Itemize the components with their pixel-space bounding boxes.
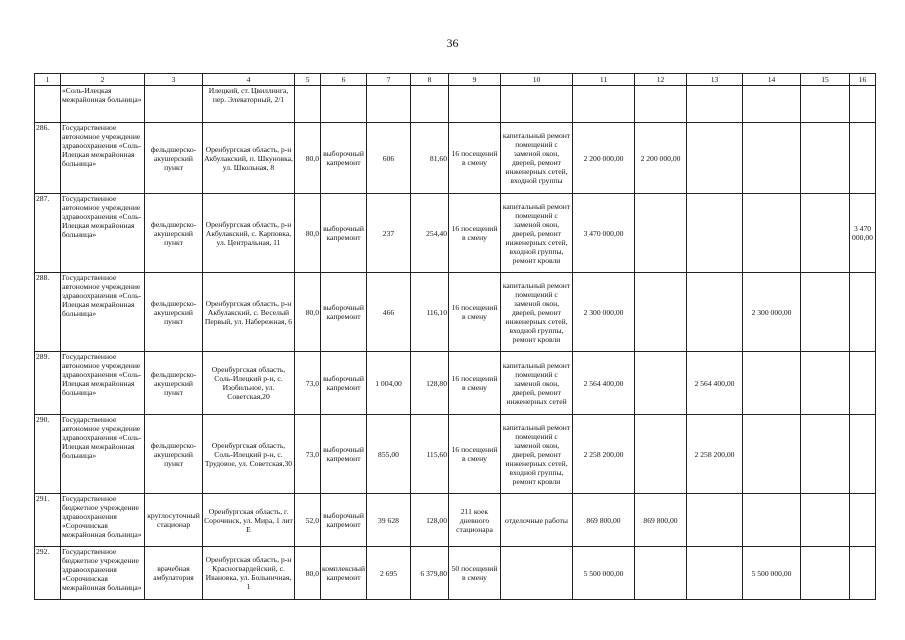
cell-capacity: 50 посещений в смену: [449, 547, 501, 600]
cell-empty: [367, 86, 411, 123]
cell-year-15: [801, 415, 850, 494]
cell-empty: [801, 86, 850, 123]
cell-type: фельдшерско-акушерский пункт: [145, 123, 203, 194]
cell-area: 128,80: [411, 352, 449, 415]
cell-works: капитальный ремонт помещений с заменой окон, дверей, ремонт инженерных сетей: [501, 352, 573, 415]
column-header: 7: [367, 74, 411, 86]
cell-year-16: 3 470 000,00: [850, 194, 876, 273]
cell-type: фельдшерско-акушерский пункт: [145, 273, 203, 352]
cell-repair-type: выборочный капремонт: [321, 123, 367, 194]
cell-population: 855,00: [367, 415, 411, 494]
cell-organization: Государственное бюджетное учреждение здравоохранения «Сорочинская межрайонная больница»: [61, 547, 145, 600]
cell-year-14: [743, 415, 801, 494]
cell-year-15: [801, 352, 850, 415]
cell-year-14: [743, 123, 801, 194]
cell-repair-type: выборочный капремонт: [321, 273, 367, 352]
column-number-row: [35, 74, 876, 86]
cell-works: капитальный ремонт помещений с заменой окон, дверей, ремонт инженерных сетей, входной группы: [501, 123, 573, 194]
cell-type: круглосуточный стационар: [145, 494, 203, 547]
column-header: 4: [203, 74, 295, 86]
cell-works: капитальный ремонт помещений с заменой окон, дверей, ремонт инженерных сетей, входной группы, ремонт кровли: [501, 273, 573, 352]
cell-year-12: [635, 415, 687, 494]
column-header: 8: [411, 74, 449, 86]
column-header: 15: [801, 74, 850, 86]
column-header: 6: [321, 74, 367, 86]
cell-year-15: [801, 194, 850, 273]
cell-year-13: [687, 547, 743, 600]
cell-empty: [850, 86, 876, 123]
page-number: 36: [446, 36, 459, 50]
cell-works: капитальный ремонт помещений с заменой окон, дверей, ремонт инженерных сетей, входной группы, ремонт кровли: [501, 415, 573, 494]
cell-organization: Государственное бюджетное учреждение здравоохранения «Сорочинская межрайонная больница»: [61, 494, 145, 547]
column-header: 12: [635, 74, 687, 86]
cell-population: 2 695: [367, 547, 411, 600]
column-header: 3: [145, 74, 203, 86]
cell-type: [145, 86, 203, 123]
cell-empty: [687, 86, 743, 123]
cell-wear: 80,0: [295, 273, 321, 352]
cell-year-15: [801, 547, 850, 600]
cell-wear: 80,0: [295, 123, 321, 194]
cell-number: 292.: [35, 547, 61, 600]
cell-capacity: 16 посещений в смену: [449, 273, 501, 352]
cell-address: Оренбургская область, Соль-Илецкий р-н, с. Трудовое, ул. Советская,30: [203, 415, 295, 494]
cell-wear: 52,0: [295, 494, 321, 547]
cell-repair-type: выборочный капремонт: [321, 352, 367, 415]
cell-year-15: [801, 273, 850, 352]
cell-year-16: [850, 415, 876, 494]
cell-address: Оренбургская область, р-н Красногвардейский, с. Ивановка, ул. Больничная, 1: [203, 547, 295, 600]
table-row: [35, 415, 876, 494]
cell-year-15: [801, 494, 850, 547]
table-row: [35, 494, 876, 547]
cell-works: капитальный ремонт помещений с заменой окон, дверей, ремонт инженерных сетей, входной группы, ремонт кровли: [501, 194, 573, 273]
cell-organization: Государственное автономное учреждение здравоохранения «Соль-Илецкая межрайонная больница»: [61, 352, 145, 415]
cell-year-12: [635, 352, 687, 415]
cell-year-14: [743, 194, 801, 273]
cell-address: Илецкий, ст. Цвиллинга, пер. Элеваторный, 2/1: [203, 86, 295, 123]
cell-total: 2 258 200,00: [573, 415, 635, 494]
cell-organization: Государственное автономное учреждение здравоохранения «Соль-Илецкая межрайонная больница»: [61, 415, 145, 494]
cell-area: 254,40: [411, 194, 449, 273]
cell-number: 287.: [35, 194, 61, 273]
cell-type: фельдшерско-акушерский пункт: [145, 415, 203, 494]
cell-year-13: [687, 123, 743, 194]
cell-organization: Государственное автономное учреждение здравоохранения «Соль-Илецкая межрайонная больница»: [61, 273, 145, 352]
cell-year-16: [850, 494, 876, 547]
cell-organization: Государственное автономное учреждение здравоохранения «Соль-Илецкая межрайонная больница»: [61, 194, 145, 273]
cell-year-13: 2 258 200,00: [687, 415, 743, 494]
cell-organization: «Соль-Илецкая межрайонная больница»: [61, 86, 145, 123]
cell-wear: 80,0: [295, 194, 321, 273]
table-row: [35, 352, 876, 415]
cell-address: Оренбургская область, р-н Акбулакский, п. Шкуновка, ул. Школьная, 8: [203, 123, 295, 194]
cell-year-13: 2 564 400,00: [687, 352, 743, 415]
cell-year-16: [850, 273, 876, 352]
cell-number: 289.: [35, 352, 61, 415]
cell-year-12: [635, 547, 687, 600]
cell-year-14: [743, 352, 801, 415]
cell-year-12: 869 800,00: [635, 494, 687, 547]
cell-number: 288.: [35, 273, 61, 352]
cell-year-16: [850, 123, 876, 194]
cell-year-14: 5 500 000,00: [743, 547, 801, 600]
column-header: 5: [295, 74, 321, 86]
cell-capacity: 16 посещений в смену: [449, 415, 501, 494]
table-row: [35, 194, 876, 273]
cell-capacity: 16 посещений в смену: [449, 123, 501, 194]
cell-empty: [449, 86, 501, 123]
cell-total: 869 800,00: [573, 494, 635, 547]
column-header: 14: [743, 74, 801, 86]
cell-year-13: [687, 194, 743, 273]
cell-total: 3 470 000,00: [573, 194, 635, 273]
cell-capacity: 211 коек дневного стационара: [449, 494, 501, 547]
column-header: 10: [501, 74, 573, 86]
cell-year-13: [687, 273, 743, 352]
cell-year-14: 2 300 000,00: [743, 273, 801, 352]
cell-year-14: [743, 494, 801, 547]
cell-repair-type: выборочный капремонт: [321, 494, 367, 547]
cell-wear: 80,0: [295, 547, 321, 600]
cell-empty: [501, 86, 573, 123]
registry-table: [34, 73, 876, 600]
cell-number: 291.: [35, 494, 61, 547]
cell-wear: 73,0: [295, 415, 321, 494]
cell-organization: Государственное автономное учреждение здравоохранения «Соль-Илецкая межрайонная больница»: [61, 123, 145, 194]
table-body: [35, 86, 876, 600]
cell-total: 5 500 000,00: [573, 547, 635, 600]
cell-population: 1 004,00: [367, 352, 411, 415]
cell-repair-type: выборочный капремонт: [321, 415, 367, 494]
column-header: 2: [61, 74, 145, 86]
cell-repair-type: выборочный капремонт: [321, 194, 367, 273]
cell-population: 237: [367, 194, 411, 273]
cell-works: отделочные работы: [501, 494, 573, 547]
cell-empty: [295, 86, 321, 123]
cell-empty: [573, 86, 635, 123]
cell-type: фельдшерско-акушерский пункт: [145, 194, 203, 273]
cell-address: Оренбургская область, Соль-Илецкий р-н, с. Изобильное, ул. Советская,20: [203, 352, 295, 415]
cell-area: 115,60: [411, 415, 449, 494]
cell-capacity: 16 посещений в смену: [449, 194, 501, 273]
cell-type: врачебная амбулатория: [145, 547, 203, 600]
cell-year-12: 2 200 000,00: [635, 123, 687, 194]
cell-year-16: [850, 547, 876, 600]
cell-area: 116,10: [411, 273, 449, 352]
cell-empty: [743, 86, 801, 123]
cell-population: 606: [367, 123, 411, 194]
cell-address: Оренбургская область, р-н Акбулакский, с. Веселый Первый, ул. Набережная, 6: [203, 273, 295, 352]
column-header: 16: [850, 74, 876, 86]
cell-population: 39 628: [367, 494, 411, 547]
table-row: [35, 123, 876, 194]
column-header: 13: [687, 74, 743, 86]
table-row: [35, 547, 876, 600]
column-header: 9: [449, 74, 501, 86]
cell-area: 128,00: [411, 494, 449, 547]
cell-year-15: [801, 123, 850, 194]
cell-year-12: [635, 194, 687, 273]
cell-address: Оренбургская область, р-н Акбулакский, с. Карповка, ул. Центральная, 11: [203, 194, 295, 273]
cell-population: 466: [367, 273, 411, 352]
column-header: 1: [35, 74, 61, 86]
cell-total: 2 200 000,00: [573, 123, 635, 194]
cell-year-13: [687, 494, 743, 547]
cell-total: 2 564 400,00: [573, 352, 635, 415]
cell-empty: [411, 86, 449, 123]
table-row: [35, 273, 876, 352]
cell-repair-type: комплексный капремонт: [321, 547, 367, 600]
cell-area: 6 379,80: [411, 547, 449, 600]
cell-address: Оренбургская область, г. Сорочинск, ул. Мира, 1 лит Е: [203, 494, 295, 547]
cell-number: 286.: [35, 123, 61, 194]
cell-type: фельдшерско-акушерский пункт: [145, 352, 203, 415]
cell-number: [35, 86, 61, 123]
cell-year-16: [850, 352, 876, 415]
cell-empty: [635, 86, 687, 123]
cell-area: 81,60: [411, 123, 449, 194]
cell-capacity: 16 посещений в смену: [449, 352, 501, 415]
cell-year-12: [635, 273, 687, 352]
cell-number: 290.: [35, 415, 61, 494]
cell-total: 2 300 000,00: [573, 273, 635, 352]
cell-wear: 73,0: [295, 352, 321, 415]
column-header: 11: [573, 74, 635, 86]
continuation-row: [35, 86, 876, 123]
cell-works: [501, 547, 573, 600]
cell-empty: [321, 86, 367, 123]
